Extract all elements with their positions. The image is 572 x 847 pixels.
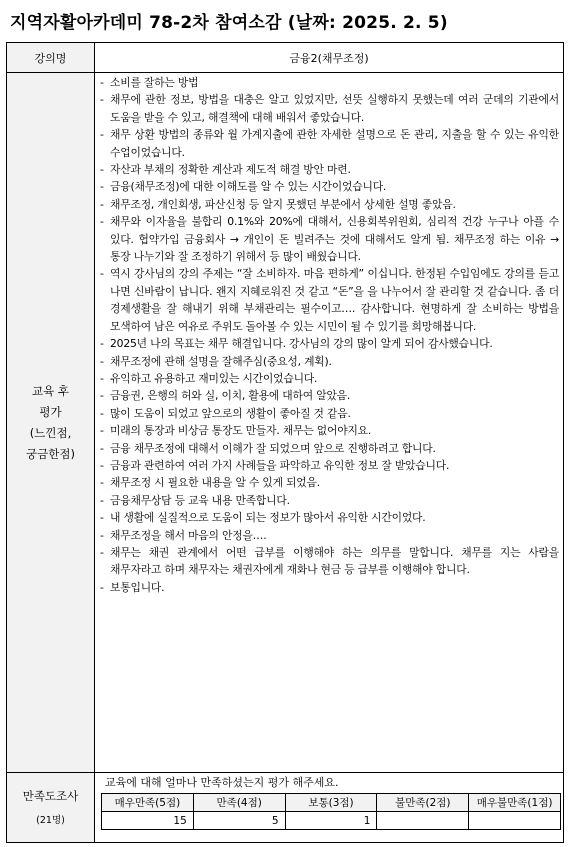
rating-value: 1 — [285, 812, 377, 830]
evaluation-label — [7, 73, 95, 773]
feedback-item: - 유익하고 유용하고 재미있는 시간이었습니다. — [99, 370, 559, 387]
feedback-item: - 역시 강사님의 강의 주제는 “잘 소비하자. 마음 편하게” 이십니다. 한정된 수입임에도 강의를 듣고 나면 신바람이 납니다. 왠지 지혜로워진 것 같고 “돈”을 을 나누어서 잘 관리할 것 같습니다. 좀 더 경제생활을 잘 해내기 위해 부채관리는 필수이고…. 감사합니다. 현명하게 잘 소비하는 방법을 모색하여 남은 여유로 주위도 돌아볼 수 있는 시민이 될 수 있기를 희망해봅니다. — [99, 265, 559, 335]
feedback-item: - 채무조정, 개인회생, 파산신청 등 알지 못했던 부분에서 상세한 설명 좋았음. — [99, 196, 559, 213]
feedback-item: - 채무조정을 해서 마음의 안정을…. — [99, 527, 559, 544]
feedback-item: - 채무조정에 관해 설명을 잘해주심(중요성, 계획). — [99, 353, 559, 370]
rating-value: 5 — [193, 812, 285, 830]
feedback-item: - 많이 도움이 되었고 앞으로의 생활이 좋아질 것 같음. — [99, 405, 559, 422]
satisfaction-label — [7, 773, 95, 842]
rating-header: 매우만족(5점) — [102, 794, 194, 812]
feedback-item: - 미래의 통장과 비상금 통장도 만들자. 채무는 없어야지요. — [99, 422, 559, 439]
feedback-item: - 금융과 관련하여 여러 가지 사례들을 파악하고 유익한 정보 잘 받았습니다. — [99, 457, 559, 474]
feedback-item: - 채무는 채권 관계에서 어떤 급부를 이행해야 하는 의무를 말합니다. 채무를 지는 사람을 채무자라고 하며 채무자는 채권자에게 재화나 현금 등 급부를 이행해야 합니다. — [99, 544, 559, 579]
feedback-item: - 채무에 관한 정보, 방법을 대충은 알고 있었지만, 선뜻 실행하지 못했는데 여러 군데의 기관에서 도움을 받을 수 있고, 해결책에 대해 배워서 좋았습니다. — [99, 91, 559, 126]
lecture-name-value: 금융2(채무조정) — [95, 43, 563, 73]
feedback-item: - 소비를 잘하는 방법 — [99, 74, 559, 91]
satisfaction-area — [95, 773, 563, 842]
survey-table — [6, 42, 564, 843]
feedback-item: - 보통입니다. — [99, 579, 559, 596]
feedback-list — [99, 74, 559, 596]
page-title: 지역자활아카데미 78-2차 참여소감 (날짜: 2025. 2. 5) — [10, 13, 448, 33]
evaluation-label-line: 교육 후 — [32, 383, 69, 398]
lecture-name-label: 강의명 — [7, 43, 95, 73]
rating-header: 불만족(2점) — [377, 794, 469, 812]
feedback-item: - 금융(채무조정)에 대한 이해도를 알 수 있는 시간이었습니다. — [99, 178, 559, 195]
feedback-item: - 금융채무상담 등 교육 내용 만족합니다. — [99, 492, 559, 509]
evaluation-label-line: 평가 — [39, 404, 62, 419]
evaluation-label-line: (느낀점, — [29, 425, 72, 440]
rating-value: 15 — [102, 812, 194, 830]
rating-header-row — [102, 794, 561, 812]
feedback-item: - 금융권, 은행의 허와 실, 이치, 활용에 대하여 알았음. — [99, 387, 559, 404]
rating-value-row — [102, 812, 561, 830]
feedback-item: - 금융 채무조정에 대해서 이해가 잘 되었으며 앞으로 진행하려고 합니다. — [99, 440, 559, 457]
feedback-item: - 내 생활에 실질적으로 도움이 되는 정보가 많아서 유익한 시간이었다. — [99, 509, 559, 526]
feedback-item: - 채무와 이자율을 불합리 0.1%와 20%에 대해서, 신용회복위원회, 심리적 건강 누구나 아플 수 있다. 협약가입 금융회사 → 개인이 돈 빌려주는 것에 대해서도 알게 됨. 채무조정 하는 이유 → 통장 나누기와 잘 조정하기 위해서 등 많이 배웠습니다. — [99, 213, 559, 265]
rating-header: 매우불만족(1점) — [469, 794, 561, 812]
satisfaction-title: 만족도조사 — [22, 788, 79, 803]
feedback-item: - 채무 상환 방법의 종류와 월 가계지출에 관한 자세한 설명으로 돈 관리, 지출을 할 수 있는 유익한 수업이었습니다. — [99, 126, 559, 161]
satisfaction-question: 교육에 대해 얼마나 만족하셨는지 평가 해주세요. — [105, 776, 339, 789]
rating-value — [469, 812, 561, 830]
rating-table — [101, 793, 561, 830]
respondent-count: (21명) — [36, 814, 65, 826]
evaluation-label-line: 궁금한점) — [26, 446, 75, 461]
feedback-list-area — [95, 73, 563, 773]
rating-header: 보통(3점) — [285, 794, 377, 812]
feedback-item: - 자산과 부채의 정확한 계산과 제도적 해결 방안 마련. — [99, 161, 559, 178]
feedback-item: - 채무조정 시 필요한 내용을 알 수 있게 되었음. — [99, 474, 559, 491]
rating-header: 만족(4점) — [193, 794, 285, 812]
rating-value — [377, 812, 469, 830]
feedback-item: - 2025년 나의 목표는 채무 해결입니다. 강사님의 강의 많이 알게 되어 감사했습니다. — [99, 335, 559, 352]
